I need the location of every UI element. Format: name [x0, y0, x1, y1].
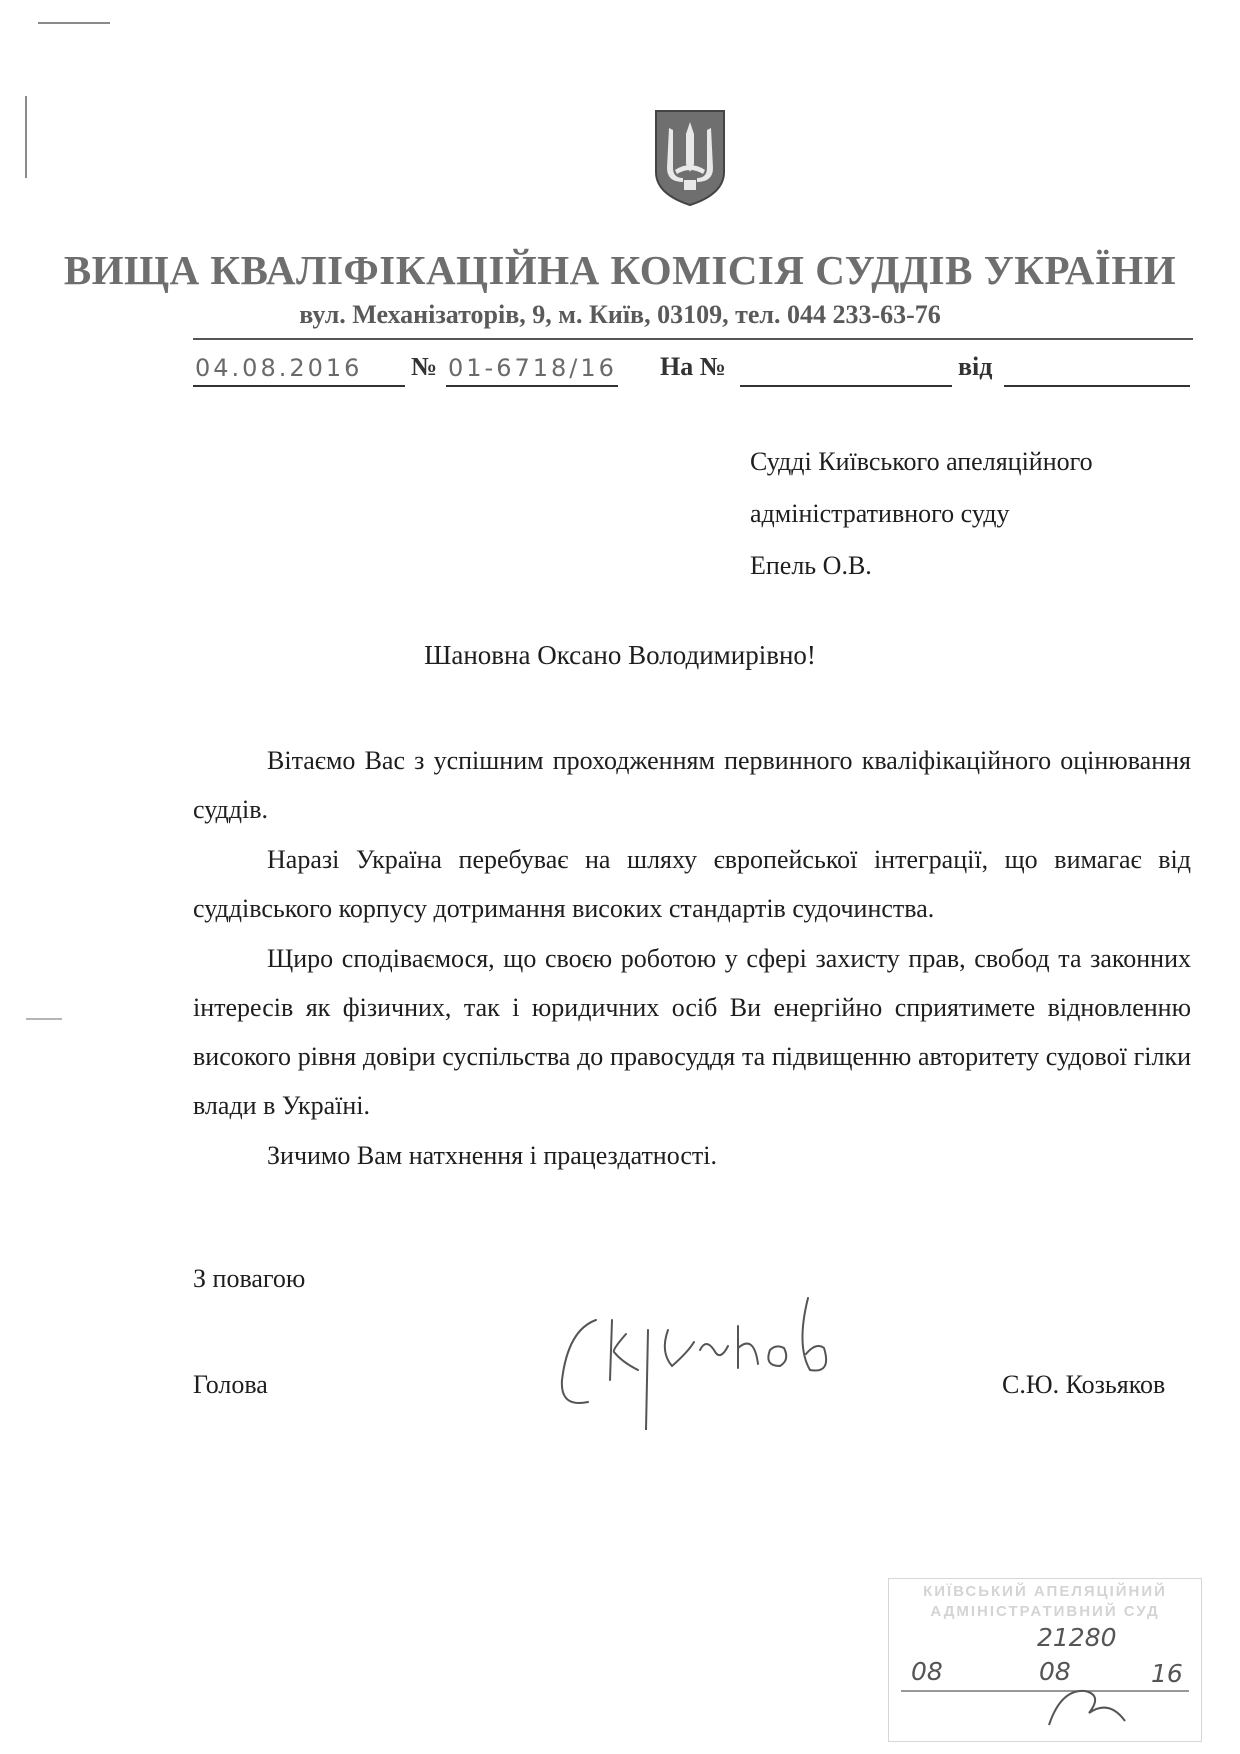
reply-date-label: від — [958, 352, 993, 381]
closing: З повагою — [193, 1264, 306, 1293]
stamp-court-line-2: АДМІНІСТРАТИВНИЙ СУД — [930, 1603, 1160, 1620]
stamp-day: 08 — [911, 1657, 943, 1686]
body-paragraph-4: Зичимо Вам натхнення і працездатності. — [267, 1141, 717, 1170]
reference-number: 01-6718/16 — [448, 354, 617, 382]
organization-address: вул. Механізаторів, 9, м. Київ, 03109, тел. 044 233-63-76 — [299, 300, 941, 329]
stamp-month: 08 — [1039, 1657, 1071, 1686]
reference-date: 04.08.2016 — [195, 354, 363, 382]
body-paragraph-3: Щиро сподіваємося, що своєю роботою у сфері захисту прав, свобод та законних інтересів як фізичних, так і юридичних осіб Ви енергійно сприятимете відновленню високого рівня довіри суспільства до правосуддя та підвищенню авторитету судової гілки влади в Україні. — [193, 944, 1191, 1120]
coat-of-arms-icon — [653, 108, 727, 208]
reply-number-underline — [740, 385, 952, 387]
reference-number-label: № — [411, 352, 438, 381]
registration-stamp — [888, 1578, 1202, 1742]
organization-title: ВИЩА КВАЛІФІКАЦІЙНА КОМІСІЯ СУДДІВ УКРАЇНИ — [63, 247, 1177, 293]
handwritten-signature — [548, 1290, 868, 1430]
body-paragraph-2: Наразі Україна перебуває на шляху європейської інтеграції, що вимагає від суддівського корпусу дотримання високих стандартів судочинства. — [193, 845, 1191, 923]
reply-number-label: На № — [660, 352, 726, 381]
signer-name: С.Ю. Козьяков — [1002, 1370, 1166, 1399]
body-paragraph-1: Вітаємо Вас з успішним проходженням первинного кваліфікаційного оцінювання суддів. — [193, 746, 1191, 824]
signer-position: Голова — [193, 1370, 268, 1399]
header-rule — [193, 338, 1193, 340]
scan-edge-mark-mid — [26, 1018, 62, 1020]
addressee-block — [750, 436, 1093, 592]
letter-body — [193, 736, 1191, 1181]
addressee-line-2: адміністративного суду — [750, 499, 1010, 528]
reference-number-underline — [446, 385, 618, 387]
scan-edge-mark-left — [25, 96, 27, 178]
stamp-court-line-1: КИЇВСЬКИЙ АПЕЛЯЦІЙНИЙ — [923, 1583, 1167, 1600]
addressee-line-1: Судді Київського апеляційного — [750, 447, 1093, 476]
stamp-registration-number: 21280 — [1037, 1623, 1117, 1652]
reply-date-underline — [1004, 385, 1190, 387]
scan-edge-mark-top — [38, 22, 110, 24]
greeting: Шановна Оксано Володимирівно! — [424, 640, 816, 670]
reference-date-underline — [193, 385, 405, 387]
stamp-year: 16 — [1151, 1659, 1183, 1688]
addressee-line-3: Епель О.В. — [750, 551, 872, 580]
